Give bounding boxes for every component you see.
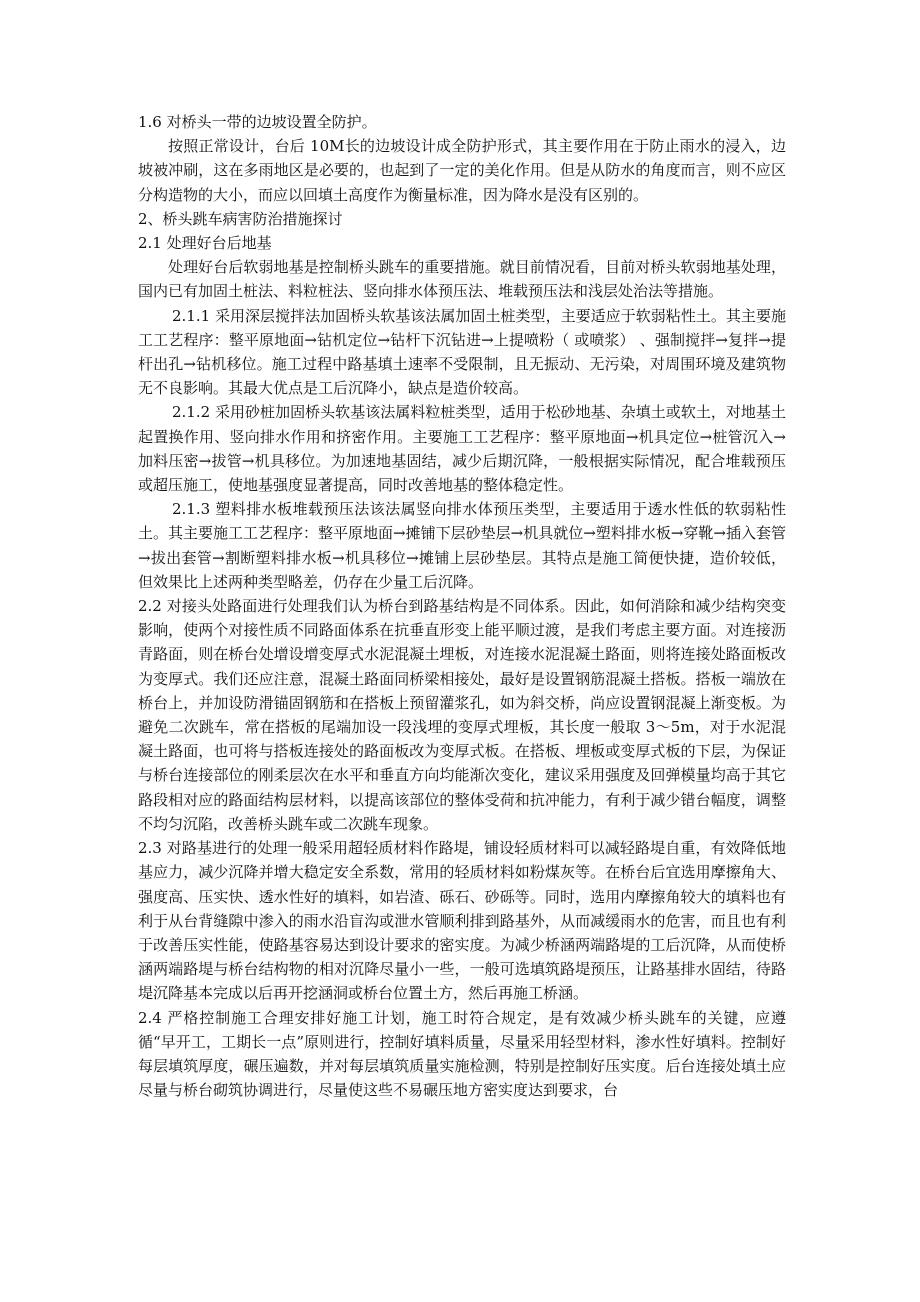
section-heading-1-6: 1.6 对桥头一带的边坡设置全防护。	[138, 113, 377, 131]
paragraph-slope-protection: 按照正常设计，台后 10M长的边坡设计成全防护形式，其主要作用在于防止雨水的浸入，边坡被冲刷，这在多雨地区是必要的，也起到了一定的美化作用。但是从防水的角度而言，则不应区分构造物的大小，而应以回填土高度作为衡量标准，因为降水是没有区别的。	[138, 137, 786, 204]
paragraph-2-2: 2.2 对接头处路面进行处理我们认为桥台到路基结构是不同体系。因此，如何消除和减少结构突变影响，使两个对接性质不同路面体系在抗垂直形变上能平顺过渡，是我们考虑主要方面。对连接沥青路面，则在桥台处增设增变厚式水泥混凝土埋板，对连接水泥混凝土路面，则将连接处路面板改为变厚式。我们还应注意，混凝土路面同桥梁相接处，最好是设置钢筋混凝土搭板。搭板一端放在桥台上，并加设防滑锚固钢筋和在搭板上预留灌浆孔，如为斜交桥，尚应设置钢混凝上渐变板。为避免二次跳车，常在搭板的尾端加设一段浅埋的变厚式埋板，其长度一般取 3～5m，对于水泥混凝土路面，也可将与搭板连接处的路面板改为变厚式板。在搭板、埋板或变厚式板的下层，为保证与桥台连接部位的刚柔层次在水平和垂直方向均能渐次变化，建议采用强度及回弹模量均高于其它路段相对应的路面结构层材料，以提高该部位的整体受荷和抗冲能力，有利于减少错台幅度，调整不均匀沉陷，改善桥头跳车或二次跳车现象。	[138, 597, 786, 833]
paragraph-2-3: 2.3 对路基进行的处理一般采用超轻质材料作路堤，铺设轻质材料可以减轻路堤自重，有效降低地基应力，减少沉降并增大稳定安全系数，常用的轻质材料如粉煤灰等。在桥台后宜选用摩擦角大、强度高、压实快、透水性好的填料，如岩渣、砾石、砂砾等。同时，选用内摩擦角较大的填料也有利于从台背缝隙中渗入的雨水沿盲沟或泄水管顺利排到路基外，从而减缓雨水的危害，而且也有利于改善压实性能，使路基容易达到设计要求的密实度。为减少桥涵两端路堤的工后沉降，从而使桥涵两端路堤与桥台结构物的相对沉降尽量小一些，一般可选填筑路堤预压，让路基排水固结，待路堤沉降基本完成以后再开挖涵洞或桥台位置土方，然后再施工桥涵。	[138, 839, 786, 1003]
paragraph-2-1-3: 2.1.3 塑料排水板堆载预压法该法属竖向排水体预压类型，主要适用于透水性低的软弱粘性土。其主要施工工艺程序：整平原地面→摊铺下层砂垫层→机具就位→塑料排水板→穿靴→插入套管→拔出套管→割断塑料排水板→机具移位→摊铺上层砂垫层。其特点是施工简便快捷，造价较低，但效果比上述两种类型略差，仍存在少量工后沉降。	[138, 500, 786, 591]
section-heading-2-1: 2.1 处理好台后地基	[138, 234, 272, 253]
paragraph-2-4: 2.4 严格控制施工合理安排好施工计划，施工时符合规定，是有效减少桥头跳车的关键，应遵循“早开工，工期长一点”原则进行，控制好填料质量，尽量采用轻型材料，渗水性好填料。控制好每层填筑厚度，碾压遍数，并对每层填筑质量实施检测，特别是控制好压实度。后台连接处填土应尽量与桥台砌筑协调进行，尽量使这些不易碾压地方密实度达到要求，台	[138, 1008, 786, 1100]
paragraph-soft-foundation: 处理好台后软弱地基是控制桥头跳车的重要措施。就目前情况看，目前对桥头软弱地基处理，国内已有加固土桩法、料粒桩法、竖向排水体预压法、堆载预压法和浅层处治法等措施。	[138, 258, 786, 301]
section-heading-2: 2、桥头跳车病害防治措施探讨	[138, 209, 343, 228]
paragraph-2-1-1: 2.1.1 采用深层搅拌法加固桥头软基该法属加固土桩类型，主要适应于软弱粘性土。其主要施工工艺程序：整平原地面→钻机定位→钻杆下沉钻进→上提喷粉（ 或喷浆） 、强制搅拌→复拌→提杆出孔→钻机移位。施工过程中路基填土速率不受限制，且无振动、无污染，对周围环境及建筑物无不良影响。其最大优点是工后沉降小，缺点是造价较高。	[138, 306, 786, 398]
document-page	[138, 110, 786, 1102]
paragraph-2-1-2: 2.1.2 采用砂桩加固桥头软基该法属料粒桩类型，适用于松砂地基、杂填土或软土，对地基土起置换作用、竖向排水作用和挤密作用。主要施工工艺程序：整平原地面→机具定位→桩管沉入→加料压密→拔管→机具移位。为加速地基固结，减少后期沉降，一般根据实际情况，配合堆载预压或超压施工，使地基强度显著提高，同时改善地基的整体稳定性。	[138, 403, 786, 495]
